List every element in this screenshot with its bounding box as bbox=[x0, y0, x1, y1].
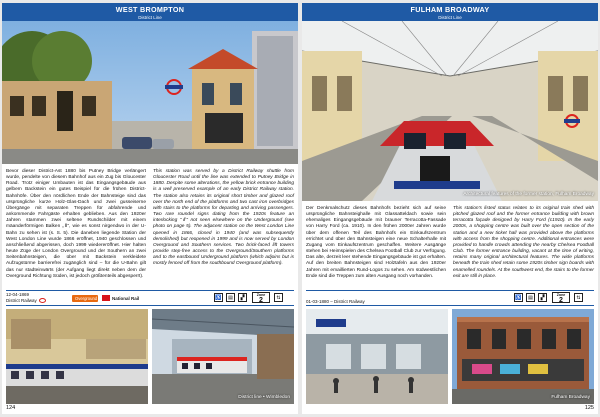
zone-number: 2 bbox=[559, 297, 563, 304]
english-description: This station was served by a District Railway shuttle from Gloucester Road until the line was extended to Putney Bridge in 1880. Despite some alterations, the yellow brick entrance building is a well preserved example of an early District Railway station. The station also retains its original short timber and glazed roof over the north end of the platforms and two cast iron overbridges with stairs to the platforms for departing and arriving passengers. Two rare roundel signs dating from the 1920s feature an interlocking "Ⅱ" not seen elsewhere on the Underground (see photo on page 5). The adjacent station on the West London Line opened in 1866, closed in 1940 (and was subsequently demolished) but reopened in 1999 and is now served by London Overground and Southern services. Two brick-faced lift towers provide step-free access to the Overground/Southern platforms and to the eastbound Underground platform (which adjoins but is mostly fenced off from the southbound Overground platform). bbox=[153, 169, 294, 267]
platform-photo bbox=[6, 309, 148, 404]
stairs-icon: ▞ bbox=[238, 293, 247, 302]
ticket-office-icon: ▤ bbox=[226, 293, 235, 302]
station-overbridge-photo bbox=[152, 309, 294, 404]
zone-badge bbox=[252, 292, 270, 303]
photo-caption: Fulham Broadway bbox=[551, 395, 590, 401]
stairs-icon: ▞ bbox=[538, 293, 547, 302]
right-page bbox=[302, 3, 598, 414]
photo-caption: District line • Wimbledon bbox=[238, 395, 290, 401]
ticket-hall-photo bbox=[306, 309, 448, 404]
accessibility-icon: ♿ bbox=[515, 295, 522, 301]
zone-badge bbox=[552, 292, 570, 303]
ticket-office-icon: ▤ bbox=[526, 293, 535, 302]
opening-date: 12-04-1869 bbox=[6, 292, 30, 297]
lift-icon: ⇅ bbox=[574, 293, 583, 302]
opening-info bbox=[6, 292, 76, 303]
german-description: Bevor dieser District-Ast 1880 bis Putney Bridge verlängert wurde, pendelte von diesem Bahnhof aus ein Zug bis Gloucester Road. Trotz einiger Umbauten ist das Eingangsgebäude aus gelbem Backstein ein gutes Beispiel für die frühen District-Bahnhöfe. Über den nördlichen Ende der Bahnsteige sind das ursprüngliche kurze Holz-Glas-Dach und zwei gusseiserne Übergänge mit separaten Treppen für abfahrende und ankommende Fahrgäste erhalten geblieben. Aus den 1920er Jahren stammen zwei seltene Rundschilder mit einem mäanderförmigen Balken „Ⅱ“, wie es sonst nirgendwo in der U-Bahn zu sehen ist (s. S. 5). Die daneben liegende Station der West London Line wurde 1866 eröffnet, 1940 geschlossen und anschließend abgerissen, doch 1999 wiedereröffnet. Hier halten heute Züge der London Overground und der Southern an zwei Seitenbahnsteigen, die über mit Backstein verkleidete Aufzugstürme barrierefrei zugänglich sind – für die U-Bahn gilt das nur stadteinwärts (der Aufgang liegt direkt neben dem der Overground Richtung Süden, ist jedoch größtenteils abgesperrt). bbox=[6, 169, 146, 279]
photo-caption: Architectural features of the former station, Fulham Broadway bbox=[463, 192, 594, 198]
station-header bbox=[2, 3, 298, 21]
line-name: District Line bbox=[438, 15, 462, 20]
overground-label: Overground bbox=[75, 296, 98, 301]
accessibility-icon: ♿ bbox=[215, 295, 222, 301]
roundel-icon bbox=[39, 298, 46, 303]
german-description: Der Denkmalschutz dieses Bahnhofs bezieht sich auf seine ursprüngliche Bahnsteighalle mit Glassatteldach sowie sein ehemaliges Eingangsgebäude mit brauner Terracotta-Fassade von Harry Ford (ca. 1910). In den frühen 2000er Jahren wurde über dem offenen Teil des Bahnhofs ein Einkaufszentrum errichtet und über den Bahnsteigen eine neue Schalterhalle mit Zugang vom Einkaufszentrum geschaffen. Weitere Ausgänge stehen bei Heimspielen des Chelsea Football Club zur Verfügung. Das alte, derzeit leer stehende Eingangsgebäude ist gut erhalten. Auf den breiten Bahnsteigen sind Holztafeln aus den 1920er Jahren mit emaillierten Rund-Logos zu sehen. Am südwestlichen Ende sind die Treppen zum alten Ausgang noch vorhanden. bbox=[306, 206, 446, 279]
info-divider-top bbox=[306, 290, 594, 291]
info-divider-top bbox=[6, 290, 294, 291]
line-name: District Line bbox=[138, 15, 162, 20]
lift-icon: ⇅ bbox=[274, 293, 283, 302]
station-exterior-photo bbox=[2, 21, 298, 164]
station-header bbox=[302, 3, 598, 21]
station-name: WEST BROMPTON bbox=[115, 5, 185, 14]
english-description: This station's listed status relates to its original train shed with pitched glazed roof and the former entrance building with brown terracotta façade designed by Harry Ford (c1910). In the early 2000s, a shopping centre was built over the open section of the station and a new ticket hall was provided above the platforms with access from the shopping centre. Additional entrances were provided to handle crowds attending the nearby Chelsea Football Club. The former entrance building, vacant at the time of writing, retains many original architectural features. The wide platforms beneath the train shed retain some 1920s timber sign boards with enamelled roundels. At the southwest end, the stairs to the former exit are still in place. bbox=[453, 206, 594, 279]
left-page bbox=[2, 3, 298, 414]
info-divider-bottom bbox=[6, 305, 294, 306]
overground-badge bbox=[72, 295, 98, 302]
zone-label: Zone bbox=[556, 293, 566, 297]
district-line-label: District Railway bbox=[6, 297, 37, 303]
page-number: 125 bbox=[584, 405, 594, 411]
national-rail-icon bbox=[102, 295, 110, 301]
zone-number: 2 bbox=[259, 297, 263, 304]
former-entrance-photo bbox=[452, 309, 594, 404]
national-rail-badge bbox=[102, 295, 139, 301]
info-divider-bottom bbox=[306, 305, 594, 306]
opening-date: 01-03-1880 – District Railway bbox=[306, 299, 365, 304]
page-number: 124 bbox=[6, 405, 16, 411]
national-rail-label: National Rail bbox=[112, 295, 140, 301]
station-name: FULHAM BROADWAY bbox=[410, 5, 490, 14]
train-shed-photo bbox=[302, 21, 598, 201]
zone-label: Zone bbox=[256, 293, 266, 297]
